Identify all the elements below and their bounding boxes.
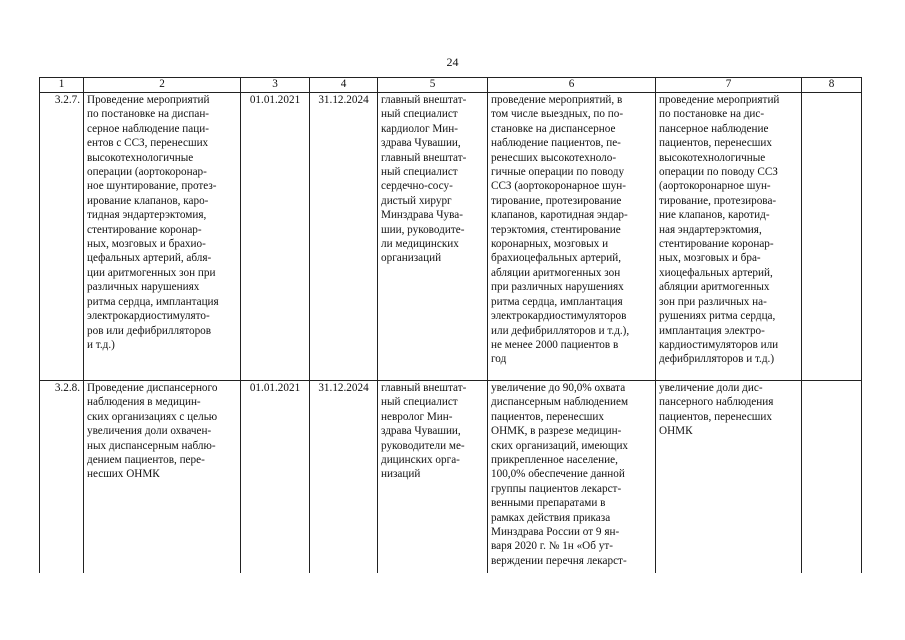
table-row — [40, 381, 862, 573]
page-number: 24 — [446, 55, 459, 69]
event-description: Проведение диспансерного наблюдения в медицин- ских организациях с целью увеличения доли охвачен- ных диспансерным наблю- дением пациентов, пере- несших ОНМК — [84, 381, 241, 573]
start-date: 01.01.2021 — [241, 93, 310, 381]
expected-result: увеличение до 90,0% охвата диспансерным наблюдением пациентов, перенесших ОНМК, в разрезе медицин- ских организаций, имеющих прикрепленное население, 100,0% обеспечение данной группы пациентов лекарст- венными препаратами в рамках действия приказа Минздрава России от 9 ян- варя 2020 г. № 1н «Об ут- верждении перечня лекарст- — [488, 381, 656, 573]
column-number-row — [40, 78, 862, 93]
column-8-cell — [802, 93, 862, 381]
expected-result: проведение мероприятий, в том числе выездных, по по- становке на диспансерное наблюдение пациентов, пе- ренесших высокотехноло- гичные операции по поводу ССЗ (аортокоронарное шун- тирование, протезирование клапанов, каротидная эндар- терэктомия, стентирование коронарных, мозговых и брахиоцефальных артерий, абляции аритмогенных зон при различных нарушениях ритма сердца, имплантация электрокардиостимуляторов или дефибрилляторов и т.д.), не менее 2000 пациентов в год — [488, 93, 656, 381]
target-indicator: увеличение доли дис- пансерного наблюдения пациентов, перенесших ОНМК — [656, 381, 802, 573]
column-8-cell — [802, 381, 862, 573]
column-header-5: 5 — [378, 78, 488, 93]
responsible-persons: главный внештат- ный специалист кардиолог Мин- здрава Чувашии, главный внештат- ный специалист сердечно-сосу- дистый хирург Минздрава Чува- шии, руководите- ли медицинских организаций — [378, 93, 488, 381]
responsible-persons: главный внештат- ный специалист невролог Мин- здрава Чувашии, руководители ме- дицинских орга- низаций — [378, 381, 488, 573]
column-header-3: 3 — [241, 78, 310, 93]
item-number: 3.2.7. — [40, 93, 84, 381]
column-header-8: 8 — [802, 78, 862, 93]
item-number: 3.2.8. — [40, 381, 84, 573]
start-date: 01.01.2021 — [241, 381, 310, 573]
target-indicator: проведение мероприятий по постановке на дис- пансерное наблюдение пациентов, перенесших высокотехнологичные операции по поводу ССЗ (аортокоронарное шун- тирование, протезирова- ние клапанов, каротид- ная эндартерэктомия, стентирование коронар- ных, мозговых и бра- хиоцефальных артерий, абляции аритмогенных зон при различных на- рушениях ритма сердца, имплантация электро- кардиостимуляторов или дефибрилляторов и т.д.) — [656, 93, 802, 381]
end-date: 31.12.2024 — [310, 381, 378, 573]
column-header-6: 6 — [488, 78, 656, 93]
event-description: Проведение мероприятий по постановке на диспан- серное наблюдение паци- ентов с ССЗ, перенесших высокотехнологичные операции (аортокоронар- ное шунтирование, протез- ирование клапанов, каро- тидная эндартерэктомия, стентирование коронар- ных, мозговых и брахио- цефальных артерий, абля- ции аритмогенных зон при различных нарушениях ритма сердца, имплантация электрокардиостимулято- ров или дефибрилляторов и т.д.) — [84, 93, 241, 381]
column-header-7: 7 — [656, 78, 802, 93]
measures-table — [39, 77, 862, 573]
column-header-4: 4 — [310, 78, 378, 93]
column-header-2: 2 — [84, 78, 241, 93]
end-date: 31.12.2024 — [310, 93, 378, 381]
table-row — [40, 93, 862, 381]
column-header-1: 1 — [40, 78, 84, 93]
